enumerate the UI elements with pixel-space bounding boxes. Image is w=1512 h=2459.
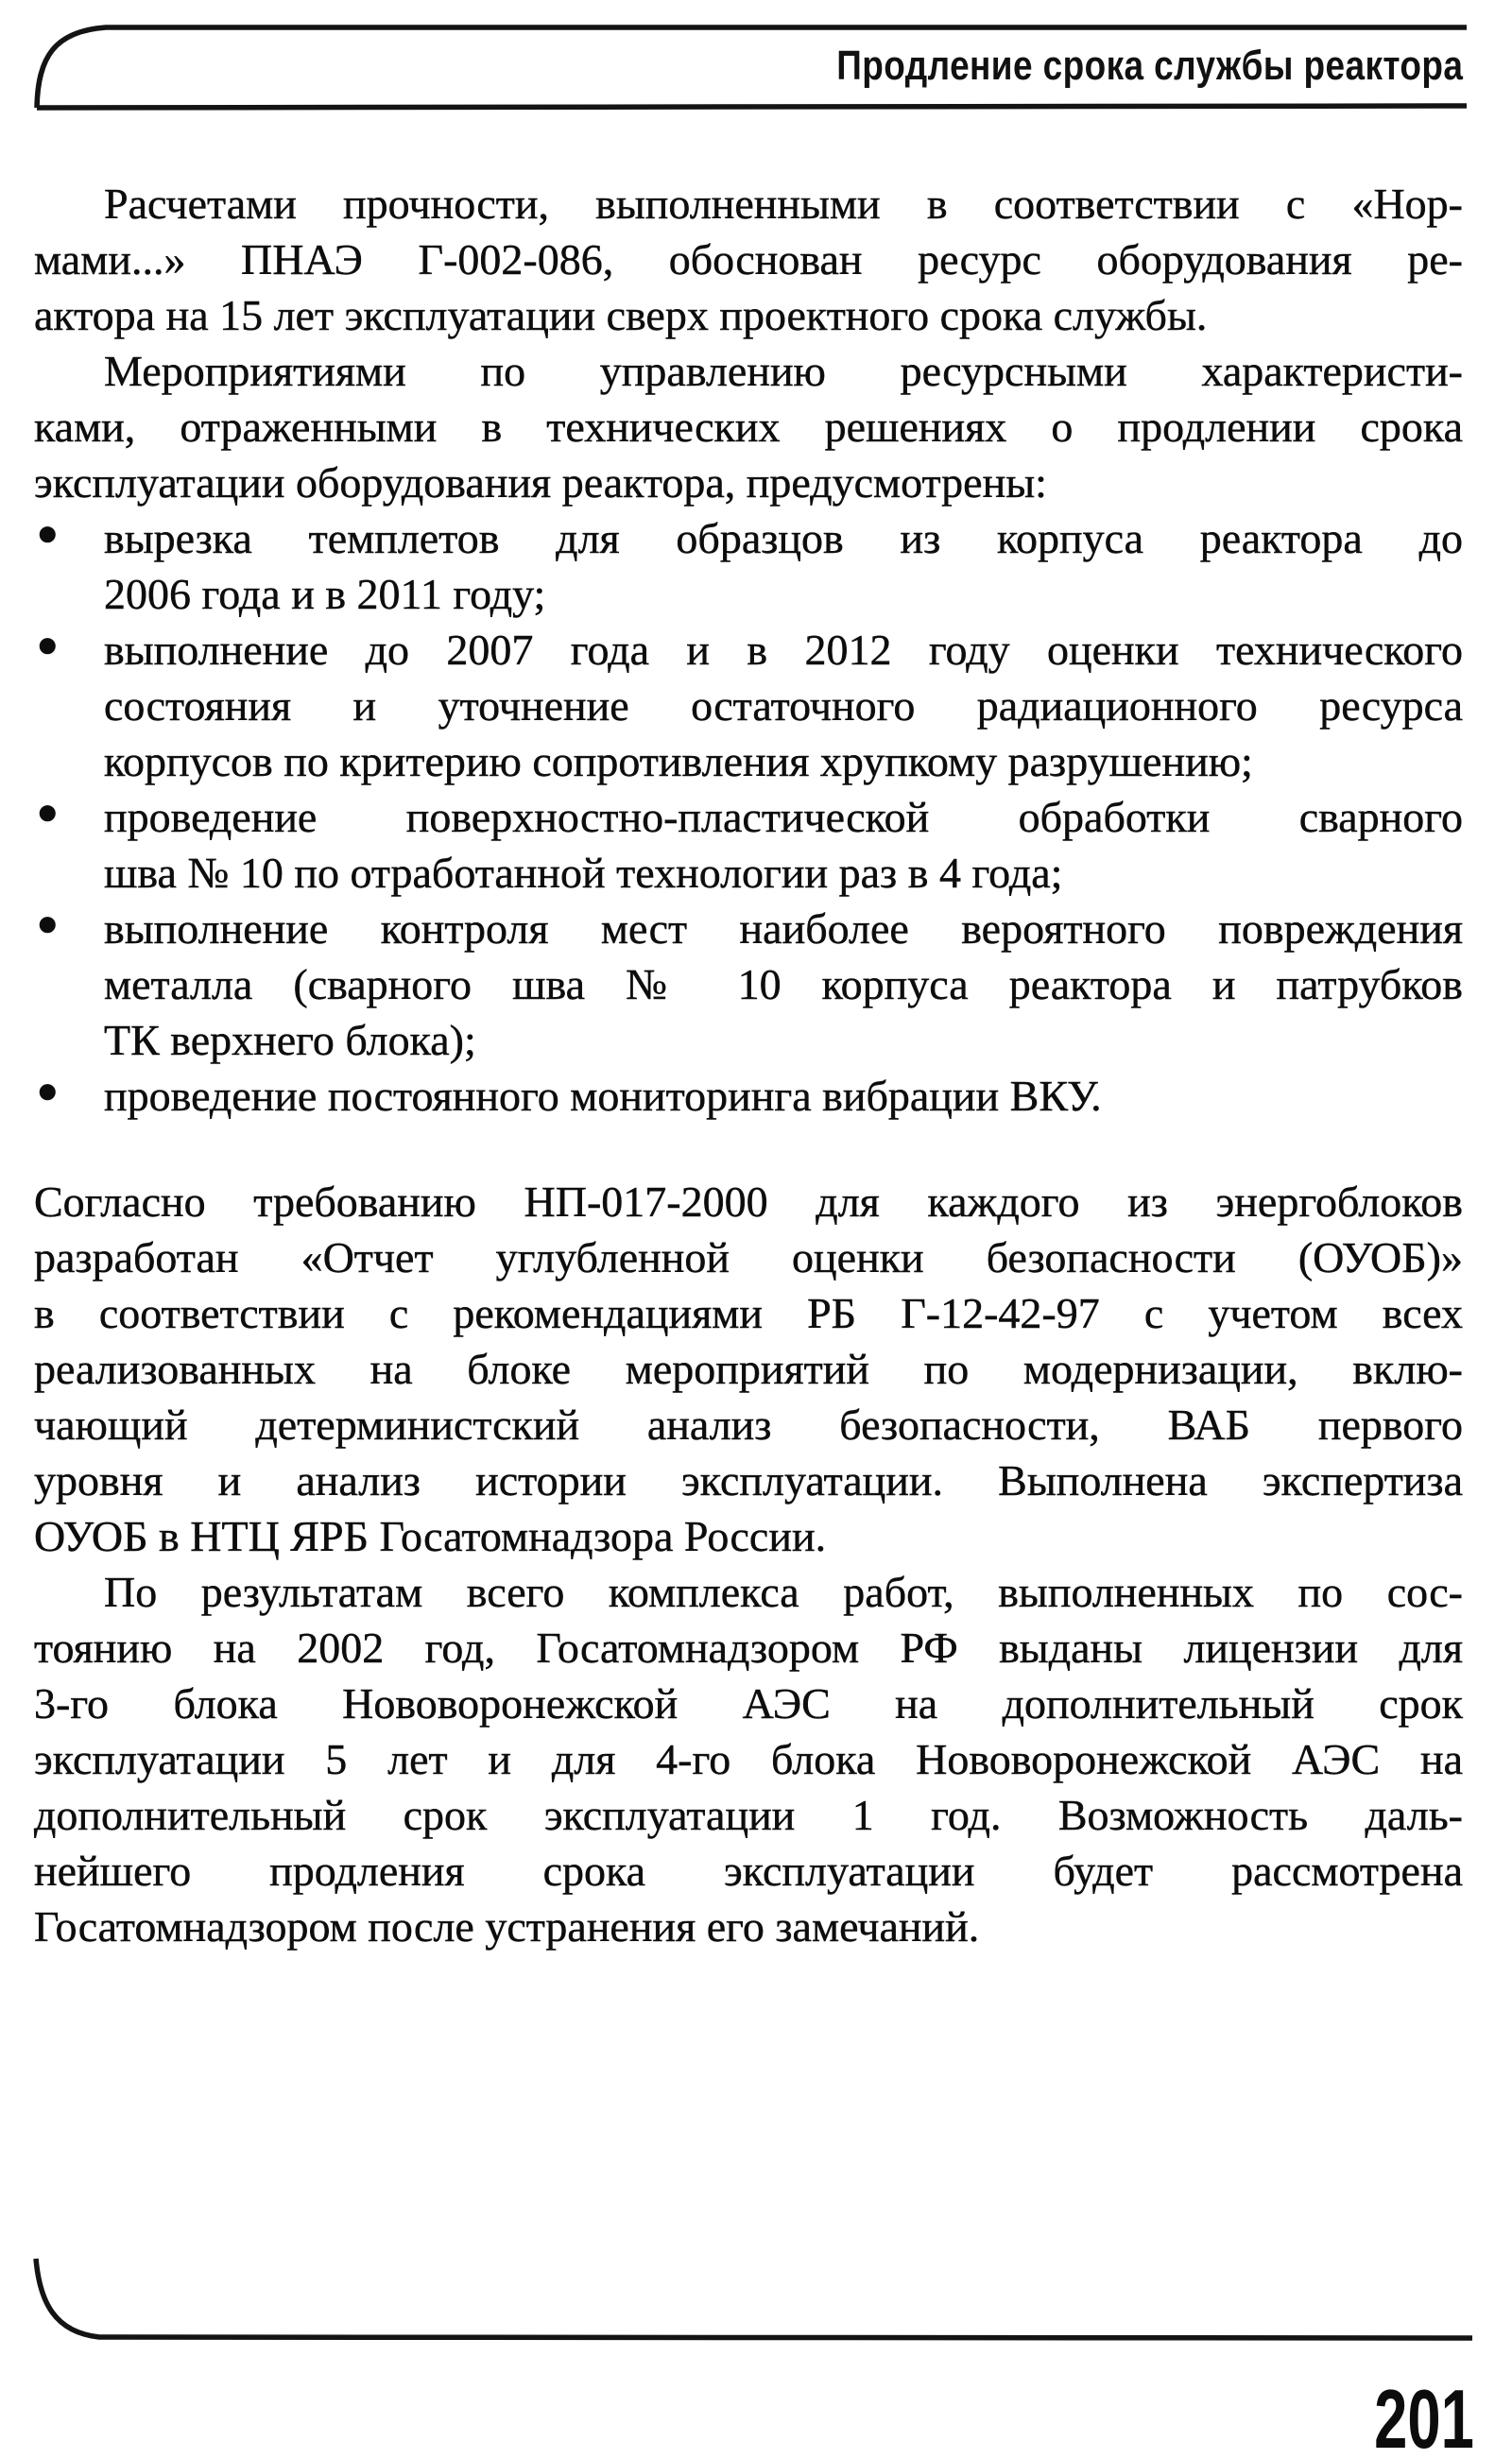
text-line: проведение постоянного мониторинга вибрации ВКУ. (104, 1072, 1102, 1120)
text-line: 2006 года и в 2011 году; (104, 570, 546, 618)
text-line: реализованных на блоке мероприятий по модернизации, вклю- (34, 1345, 1463, 1393)
bullet-item (34, 1057, 1463, 1129)
text-line: дополнительный срок эксплуатации 1 год. Возможность даль- (34, 1791, 1463, 1839)
text-line: Госатомнадзором после устранения его замечаний. (34, 1902, 980, 1951)
text-line: проведение поверхностно-пластической обработки сварного (104, 793, 1463, 841)
bullet-item (34, 778, 1463, 901)
text-line: металла (сварного шва № 10 корпуса реактора и патрубков (104, 960, 1463, 1008)
paragraph (34, 343, 1463, 510)
bullet-icon: • (36, 610, 60, 683)
bullet-icon: • (36, 889, 60, 962)
bullet-item (34, 499, 1463, 622)
text-line: вырезка темплетов для образцов из корпуса реактора до (104, 514, 1463, 562)
paragraph (34, 1564, 1463, 1954)
text-line: нейшего продления срока эксплуатации будет рассмотрена (34, 1847, 1463, 1895)
text-line: корпусов по критерию сопротивления хрупкому разрушению; (104, 737, 1253, 785)
text-line: эксплуатации 5 лет и для 4-го блока Нововоронежской АЭС на (34, 1735, 1463, 1783)
text-line: Мероприятиями по управлению ресурсными характеристи- (104, 347, 1463, 395)
text-line: разработан «Отчет углубленной оценки безопасности (ОУОБ)» (34, 1233, 1463, 1281)
text-line: ками, отраженными в технических решениях о продлении срока (34, 403, 1463, 451)
page-body (34, 176, 1463, 1954)
paragraph (34, 176, 1463, 343)
text-line: шва № 10 по отработанной технологии раз в 4 года; (104, 849, 1063, 897)
bullet-icon: • (36, 499, 60, 572)
bullet-item (34, 610, 1463, 789)
text-line: выполнение до 2007 года и в 2012 году оценки технического (104, 626, 1463, 674)
text-line: ТК верхнего блока); (104, 1016, 476, 1064)
text-line: 3-го блока Нововоронежской АЭС на дополнительный срок (34, 1679, 1463, 1728)
text-line: По результатам всего комплекса работ, выполненных по сос- (104, 1568, 1463, 1616)
running-header-title: Продление срока службы реактора (835, 43, 1463, 89)
text-line: чающий детерминистский анализ безопасности, ВАБ первого (34, 1401, 1463, 1449)
header-bottom-rule (37, 106, 1467, 108)
text-line: мами...» ПНАЭ Г-002-086, обоснован ресурс оборудования ре- (34, 235, 1463, 284)
text-line: в соответствии с рекомендациями РБ Г-12-42-97 с учетом всех (34, 1289, 1463, 1337)
footer-rule-with-corner-curve (36, 2259, 1472, 2338)
bullet-item (34, 889, 1463, 1068)
text-line: актора на 15 лет эксплуатации сверх проектного срока службы. (34, 291, 1208, 339)
text-line: ОУОБ в НТЦ ЯРБ Госатомнадзора России. (34, 1512, 827, 1560)
page-number: 201 (1374, 2372, 1474, 2459)
text-line: Расчетами прочности, выполненными в соответствии с «Нор- (104, 180, 1463, 228)
text-line: состояния и уточнение остаточного радиационного ресурса (104, 681, 1463, 730)
text-line: выполнение контроля мест наиболее вероятного повреждения (104, 904, 1463, 953)
bullet-icon: • (36, 778, 60, 851)
text-line: эксплуатации оборудования реактора, предусмотрены: (34, 458, 1047, 507)
text-line: Согласно требованию НП-017-2000 для каждого из энергоблоков (34, 1178, 1463, 1226)
text-line: уровня и анализ истории эксплуатации. Выполнена экспертиза (34, 1456, 1463, 1505)
text-line: тоянию на 2002 год, Госатомнадзором РФ выданы лицензии для (34, 1624, 1463, 1672)
paragraph (34, 1174, 1463, 1564)
bullet-icon: • (36, 1057, 60, 1129)
